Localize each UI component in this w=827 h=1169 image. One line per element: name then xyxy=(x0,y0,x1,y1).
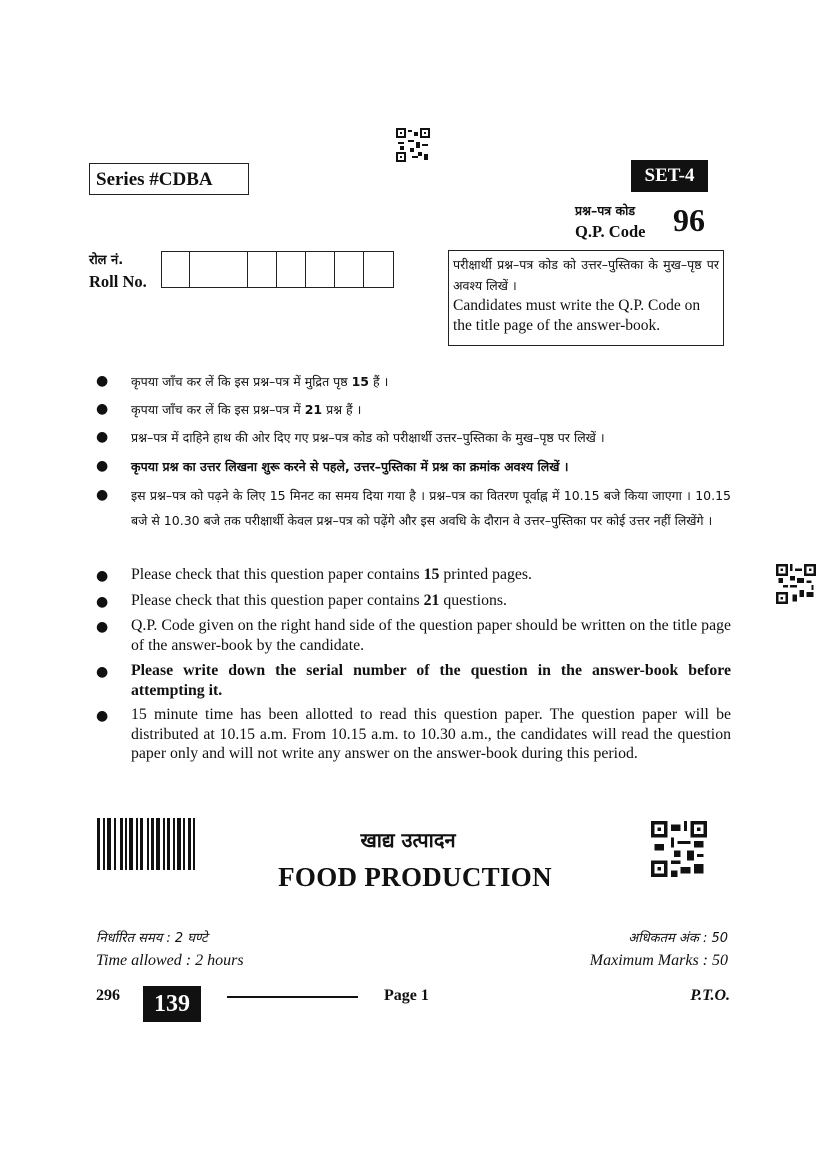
qp-code-instruction-box xyxy=(448,250,724,346)
subject-title-en: FOOD PRODUCTION xyxy=(278,862,552,892)
roll-box[interactable] xyxy=(248,252,277,287)
bullet-icon: ● xyxy=(96,568,109,584)
roll-box[interactable] xyxy=(364,252,394,287)
bullet-icon: ● xyxy=(96,373,109,389)
barcode xyxy=(97,818,209,870)
divider xyxy=(227,996,358,998)
time-allowed-en: Time allowed : 2 hours xyxy=(96,952,244,969)
bullet-icon: ● xyxy=(96,458,109,474)
max-marks-hi: अधिकतम अंक : 50 xyxy=(628,931,728,946)
set-badge: SET-4 xyxy=(631,160,708,192)
qr-code-main xyxy=(651,821,707,877)
series-label: Series #CDBA xyxy=(89,163,249,195)
page-number: Page 1 xyxy=(384,987,429,1004)
qp-code-label-hi: प्रश्न–पत्र कोड xyxy=(575,203,636,218)
roll-box[interactable] xyxy=(277,252,306,287)
bullet-icon: ● xyxy=(96,708,109,724)
max-marks-en: Maximum Marks : 50 xyxy=(589,952,728,969)
roll-label-hi: रोल नं. xyxy=(89,253,124,268)
bullet-icon: ● xyxy=(96,594,109,610)
paper-code: 296 xyxy=(96,987,120,1004)
qr-code-side xyxy=(776,564,816,604)
roll-label-en: Roll No. xyxy=(89,272,147,291)
roll-box[interactable] xyxy=(190,252,248,287)
bullet-icon: ● xyxy=(96,429,109,445)
qr-code-top xyxy=(396,128,430,162)
roll-number-boxes[interactable] xyxy=(161,251,394,288)
bullet-icon: ● xyxy=(96,664,109,680)
instruction-box-en: Candidates must write the Q.P. Code on the title page of the answer-book. xyxy=(453,297,701,334)
time-allowed-hi: निर्धारित समय : 2 घण्टे xyxy=(96,931,208,946)
bullet-icon: ● xyxy=(96,487,109,503)
bullet-icon: ● xyxy=(96,401,109,417)
roll-box[interactable] xyxy=(306,252,335,287)
pto-label: P.T.O. xyxy=(690,987,730,1004)
roll-box[interactable] xyxy=(162,252,190,287)
qp-code-label-en: Q.P. Code xyxy=(575,222,646,241)
paper-code-box: 139 xyxy=(143,986,201,1022)
instruction-box-hi: परीक्षार्थी प्रश्न–पत्र कोड को उत्तर–पुस्तिका के मुख–पृष्ठ पर अवश्य लिखें । xyxy=(453,257,719,293)
qp-code-value: 96 xyxy=(673,202,705,238)
subject-title-hi: खाद्य उत्पादन xyxy=(360,828,456,852)
roll-box[interactable] xyxy=(335,252,364,287)
bullet-icon: ● xyxy=(96,619,109,635)
